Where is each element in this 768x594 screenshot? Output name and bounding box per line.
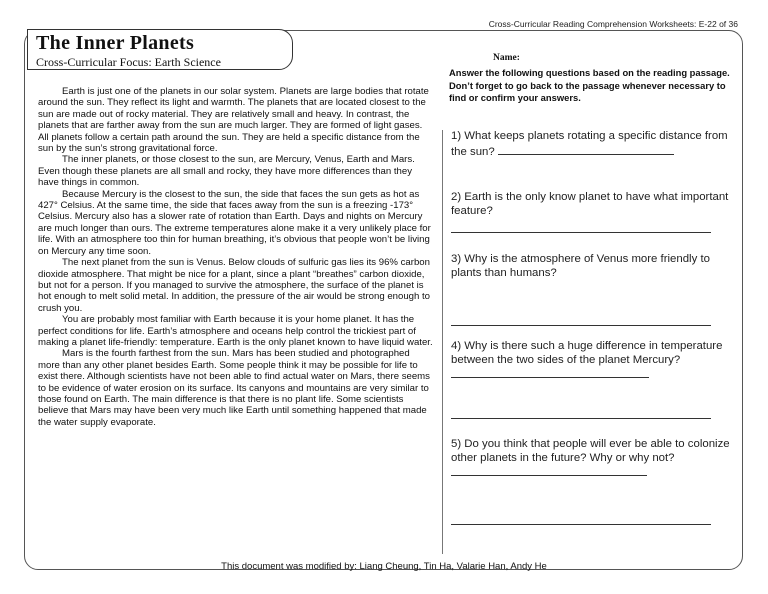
cross-curricular-focus: Cross-Curricular Focus: Earth Science	[36, 55, 221, 69]
column-divider	[442, 130, 443, 554]
answer-line[interactable]	[451, 367, 649, 378]
answer-line[interactable]	[498, 144, 674, 155]
answer-line[interactable]	[451, 325, 711, 326]
question-2	[451, 191, 734, 218]
question-text: 3) Why is the atmosphere of Venus more friendly to plants than humans?	[451, 253, 710, 279]
passage-paragraph: Mars is the fourth farthest from the sun. Mars has been studied and photographed more than any other planet besides Earth. Some people think it may be possible for life to exist there. Although scientists have not been able to find actual water on Mars, there seems to be evidence of water erosion on its surface. Its canyons and mountains are very similar to those found on Earth. The main difference is that there is no plant life. Some scientists believe that Mars may have been very much like Earth until something happened that made the water supply evaporate.	[38, 348, 430, 428]
question-1	[451, 130, 734, 159]
answer-line[interactable]	[451, 524, 711, 525]
name-label: Name:	[493, 53, 520, 63]
passage-paragraph: The inner planets, or those closest to the sun, are Mercury, Venus, Earth and Mars. Even though these planets are all small and rocky, they have more differences than they have things in common.	[38, 154, 415, 189]
answer-line[interactable]	[451, 465, 647, 476]
question-5	[451, 438, 734, 481]
question-4	[451, 340, 734, 383]
question-text: 1) What keeps planets rotating a specific distance from the sun?	[451, 130, 728, 158]
instructions: Answer the following questions based on the reading passage. Don’t forget to go back to the passage whenever necessary to find or confirm your answers.	[449, 67, 730, 103]
passage-paragraph: You are probably most familiar with Earth because it is your home planet. It has the perfect conditions for life. Earth’s atmosphere and oceans help control the trickiest part of making a planet life-friendly: temperature. Earth is the only planet known to have liquid water.	[38, 314, 433, 348]
title-box	[27, 29, 293, 70]
question-text: 5) Do you think that people will ever be able to colonize other planets in the future? Why or why not?	[451, 438, 730, 464]
reading-passage	[38, 86, 434, 428]
footer-credit: This document was modified by: Liang Cheung, Tin Ha, Valarie Han, Andy He	[221, 561, 547, 572]
passage-paragraph: Because Mercury is the closest to the sun, the side that faces the sun gets as hot as 427° Celsius. At the same time, the side that faces away from the sun is a freezing -173° Celsius. Mercury also has a slower rate of rotation than Earth. Days and nights on Mercury are much longer than ours. The extreme temperatures alone make it a very unlikely place for life. With an atmosphere too thin for human breathing, it’s obvious that people won’t be living on Mercury any time soon.	[38, 188, 431, 257]
question-text: 4) Why is there such a huge difference in temperature between the two sides of the planet Mercury?	[451, 340, 723, 366]
question-3	[451, 253, 734, 280]
passage-paragraph: The next planet from the sun is Venus. Below clouds of sulfuric gas lies its 96% carbon dioxide atmosphere. That might be nice for a plant, since a plant “breathes” carbon dioxide, but not for a person. If you managed to survive the atmosphere, the surface of the planet is hot enough to melt solid metal. In addition, the pressure of the air would be strong enough to crush you.	[38, 257, 430, 314]
question-text: 2) Earth is the only know planet to have what important feature?	[451, 191, 729, 217]
worksheet-title: The Inner Planets	[36, 32, 195, 54]
answer-line[interactable]	[451, 418, 711, 419]
answer-line[interactable]	[451, 232, 711, 233]
worksheet-series-label: Cross-Curricular Reading Comprehension Worksheets: E-22 of 36	[488, 19, 738, 29]
passage-paragraph: Earth is just one of the planets in our solar system. Planets are large bodies that rotate around the sun. They reflect its light and warmth. The planets that are located closest to the sun are made out of rocky material. They are relatively small and heavy. In contrast, the planets that are farther away from the sun are much larger. They are formed of light gases. All planets follow a certain path around the sun. They are held a specific distance from the sun by the sun’s strong gravitational force.	[38, 86, 429, 155]
